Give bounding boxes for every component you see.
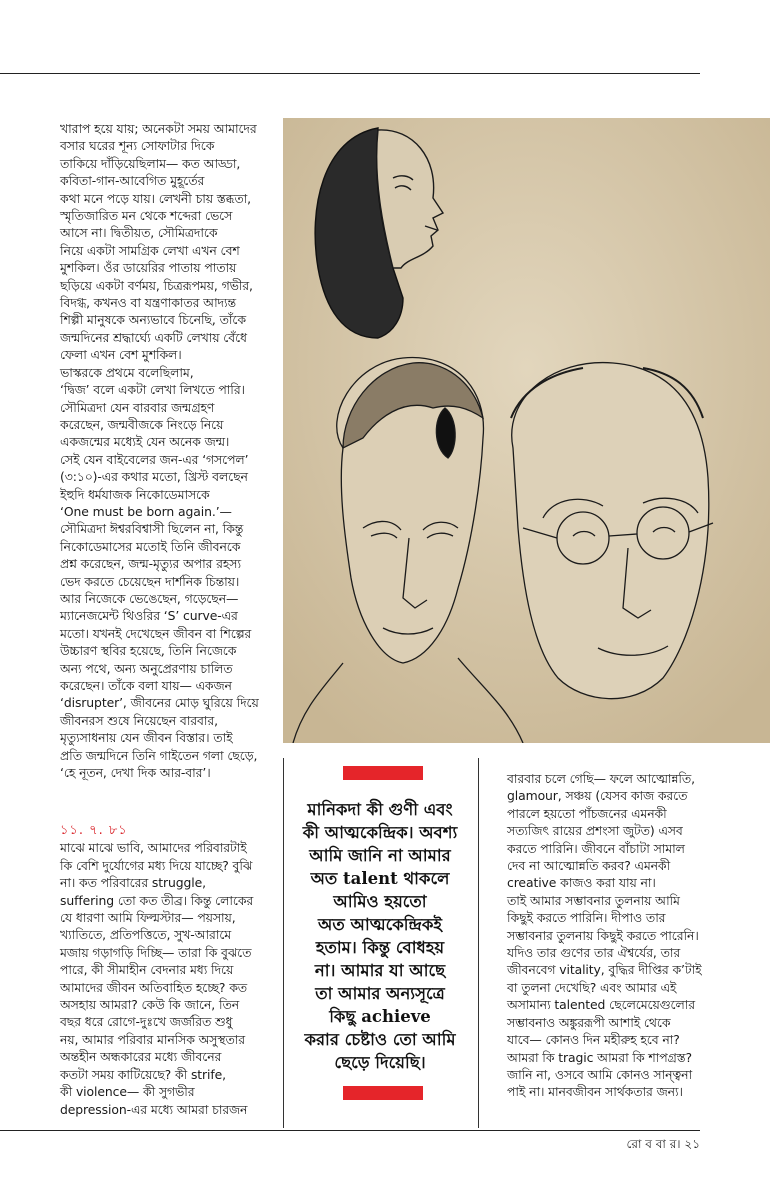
text-line: অন্তহীন অন্ধকারের মধ্যে জীবনের (60, 1049, 222, 1065)
text-line: জন্মদিনের শ্রদ্ধার্ঘ্যে একটি লেখায় বেঁধে (60, 329, 247, 345)
text-line: অন্য পথে, অন্য অনুপ্রেরণায় চালিত (60, 660, 233, 676)
text-line: মুশকিল। ওঁর ডায়েরির পাতায় পাতায় (60, 260, 237, 276)
text-line: অসহায় আমরা? কেউ কি জানে, তিন (60, 997, 240, 1013)
text-line: ফেলা এখন বেশ মুশকিল। (60, 347, 182, 363)
text-line: জীবনবেগ vitality, বুদ্ধির দীপ্তির ক’টাই (507, 962, 702, 978)
text-line: দেব না আত্মোন্নতি করব? এমনকী (507, 858, 671, 874)
text-line: খারাপ হয়ে যায়; অনেকটা সময় আমাদের (60, 121, 257, 136)
pullquote-line: আমি জানি না আমার (309, 846, 451, 865)
text-line: বারবার চলে গেছি— ফলে আত্মোন্নতি, (507, 771, 695, 786)
text-line: আমাদের জীবন অতিবাহিত হচ্ছে? কত (60, 979, 247, 995)
pullquote-bar-bottom (343, 1086, 423, 1100)
text-line: মৃত্যুসাধনায় যেন জীবন বিস্তার। তাই (60, 730, 233, 746)
text-line: কিছুই করতে পারিনি। দীপাও তার (507, 910, 666, 926)
text-line: glamour, সঞ্চয় (যেসব কাজ করতে (507, 788, 688, 804)
text-line: একজন্মের মধ্যেই যেন অনেক জন্ম। (60, 434, 230, 450)
text-line: ‘disrupter’, জীবনের মোড় ঘুরিয়ে দিয়ে (60, 695, 259, 711)
column-divider-left (283, 758, 284, 1128)
column-left-bottom-lines (60, 839, 275, 1118)
text-line: creative কাজও করা যায় না। (507, 875, 656, 891)
pullquote-line: মানিকদা কী গুণী এবং (307, 800, 453, 819)
text-line: জীবনরস শুষে নিয়েছেন বারবার, (60, 712, 218, 728)
text-line: মতো। যখনই দেখেছেন জীবন বা শিল্পের (60, 625, 252, 641)
text-line: বছর ধরে রোগে-দুঃখে জর্জরিত শুধু (60, 1014, 233, 1030)
column-left-top (60, 120, 275, 781)
text-line: করেছেন, জন্মবীজকে নিংড়ে নিয়ে (60, 416, 224, 432)
text-line: ‘One must be born again.’— (60, 503, 232, 519)
text-line: উচ্চারণ স্থবির হয়েছে, তিনি নিজেকে (60, 643, 237, 659)
pullquote-line: কী আত্মকেন্দ্রিক। অবশ্য (302, 823, 458, 842)
top-rule (0, 73, 700, 74)
text-line: ‘দ্বিজ’ বলে একটা লেখা লিখতে পারি। (60, 382, 245, 398)
text-line: ভেদ করতে চেয়েছেন দার্শনিক চিন্তায়। (60, 573, 240, 589)
text-line: স্মৃতিজারিত মন থেকে শব্দেরা ভেসে (60, 208, 233, 224)
column-left-bottom (60, 822, 275, 1118)
text-line: অসামান্য talented ছেলেমেয়েগুলোর (507, 997, 695, 1013)
text-line: শিল্পী মানুষকে অন্যভাবে চিনেছি, তাঁকে (60, 312, 246, 328)
text-line: না। কত পরিবারের struggle, (60, 875, 206, 891)
column-divider-right (478, 758, 479, 1128)
text-line: নয়, আমার পরিবার মানসিক অসুস্থতার (60, 1031, 245, 1047)
text-line: (৩:১০)-এর কথার মতো, খ্রিস্ট বলছেন (60, 469, 248, 485)
text-line: করতে পারিনি। জীবনে বাঁচাটা সামাল (507, 840, 685, 856)
text-line: পারলে হয়তো পাঁচজনের এমনকী (507, 805, 667, 821)
column-right (507, 770, 702, 1101)
text-line: সৌমিত্রদা ঈশ্বরবিশ্বাসী ছিলেন না, কিন্তু (60, 521, 244, 537)
pullquote-line: তা আমার অন্যসূত্রে (315, 984, 445, 1003)
text-line: পারে, কী সীমাহীন বেদনার মধ্য দিয়ে (60, 962, 234, 978)
text-line: সম্ভাবনাও অঙ্কুররূপী আশাই থেকে (507, 1014, 671, 1030)
sketch-illustration (283, 118, 770, 743)
text-line: প্রশ্ন করেছেন, জন্ম-মৃত্যুর অপার রহস্য (60, 556, 241, 572)
pullquote-line: হতাম। কিন্তু বোধহয় (315, 938, 445, 957)
text-line: পাই না। মানবজীবন সার্থকতার জন্য। (507, 1084, 683, 1100)
pullquote-line: করার চেষ্টাও তো আমি (304, 1030, 456, 1049)
portrait-sketches (283, 118, 770, 743)
pullquote-line: অত talent থাকলে (310, 869, 450, 888)
pullquote-line: আমিও হয়তো (333, 892, 427, 911)
text-line: প্রতি জন্মদিনে তিনি গাইতেন গলা ছেড়ে, (60, 747, 258, 763)
pullquote-line: কিছু achieve (329, 1007, 431, 1026)
text-line: ‘হে নূতন, দেখা দিক আর-বার’। (60, 765, 211, 781)
text-line: কী violence— কী সুগভীর (60, 1084, 195, 1100)
text-line: আমরা কি tragic আমরা কি শাপগ্রস্ত? (507, 1049, 692, 1065)
text-line: বসার ঘরের শূন্য সোফাটার দিকে (60, 138, 215, 154)
bottom-rule (0, 1130, 700, 1131)
text-line: নিকোডেমাসের মতোই তিনি জীবনকে (60, 538, 241, 554)
pullquote-line: অত আত্মকেন্দ্রিকই (318, 915, 442, 934)
text-line: সেই যেন বাইবেলের জন-এর ‘গসপেল’ (60, 451, 249, 467)
text-line: বা তুলনা দেখেছি? এবং আমার এই (507, 979, 677, 995)
text-line: যদিও তার গুণের তার ঐশ্বর্যের, তার (507, 945, 681, 961)
text-line: ছড়িয়ে একটা বর্ণময়, চিত্ররূপময়, গভীর, (60, 277, 253, 293)
text-line: আর নিজেকে ভেঙেছেন, গড়েছেন— (60, 590, 239, 606)
pullquote (290, 798, 470, 1074)
text-line: খ্যাতিতে, প্রতিপত্তিতে, সুখ-আরামে (60, 927, 232, 943)
text-line: নিয়ে একটা সামগ্রিক লেখা এখন বেশ (60, 242, 240, 258)
text-line: করেছেন। তাঁকে বলা যায়— একজন (60, 678, 232, 693)
text-line: ম্যানেজমেন্ট থিওরির ‘S’ curve-এর (60, 608, 238, 624)
text-line: সৌমিত্রদা যেন বারবার জন্মগ্রহণ (60, 399, 215, 415)
pullquote-line: না। আমার যা আছে (314, 961, 446, 980)
text-line: ভাস্করকে প্রথমে বলেছিলাম, (60, 364, 194, 380)
text-line: মজায় গড়াগড়ি দিচ্ছি— তারা কি বুঝতে (60, 944, 252, 960)
text-line: যে ধারণা আমি ফিল্মস্টার— পয়সায়, (60, 910, 236, 926)
pullquote-bar-top (343, 766, 423, 780)
date-heading: ১১. ৭. ৮১ (60, 823, 128, 838)
text-line: মাঝে মাঝে ভাবি, আমাদের পরিবারটাই (60, 840, 247, 856)
text-line: তাই আমার সম্ভাবনার তুলনায় আমি (507, 892, 680, 908)
text-line: আসে না। দ্বিতীয়ত, সৌমিত্রদাকে (60, 225, 218, 241)
text-line: কতটা সময় কাটিয়েছে? কী strife, (60, 1066, 227, 1082)
text-line: কবিতা-গান-আবেগিত মুহূর্তের (60, 173, 205, 189)
text-line: depression-এর মধ্যে আমরা চারজন (60, 1101, 248, 1117)
text-line: সত্যজিৎ রায়ের প্রশংসা জুটত) এসব (507, 823, 683, 839)
text-line: তাকিয়ে দাঁড়িয়েছিলাম— কত আড্ডা, (60, 155, 241, 171)
text-line: বিদগ্ধ, কখনও বা যন্ত্রণাকাতর আদ্যন্ত (60, 295, 236, 311)
page-footer: রো ব বা র। ২১ (626, 1137, 700, 1151)
text-line: কি বেশি দুর্যোগের মধ্য দিয়ে যাচ্ছে? বুঝি (60, 857, 253, 873)
text-line: কথা মনে পড়ে যায়। লেখনী চায় স্তব্ধতা, (60, 190, 252, 206)
text-line: জানি না, ওসবে আমি কোনও সান্ত্বনা (507, 1066, 692, 1082)
text-line: suffering তো কত তীব্র। কিন্তু লোকের (60, 892, 254, 908)
text-line: ইহুদি ধর্মযাজক নিকোডেমাসকে (60, 486, 210, 502)
text-line: যাবে— কোনও দিন মহীরুহ হবে না? (507, 1032, 680, 1048)
text-line: সম্ভাবনার তুলনায় কিছুই করতে পারেনি। (507, 927, 699, 943)
pullquote-line: ছেড়ে দিয়েছি। (334, 1053, 426, 1072)
